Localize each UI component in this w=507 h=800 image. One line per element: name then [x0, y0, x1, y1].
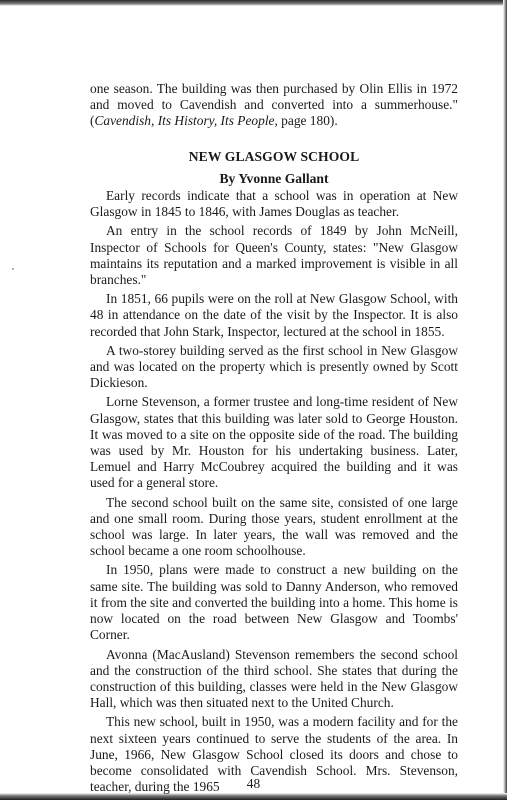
paragraph: The second school built on the same site, consisted of one large and one small room. During those years, student enrollment at the school was large. In later years, the wall was removed and the school became a one room schoolhouse. [90, 494, 458, 559]
paragraph: Early records indicate that a school was in operation at New Glasgow in 1845 to 1846, with James Douglas as teacher. [90, 188, 458, 220]
scan-speck [12, 268, 14, 270]
paragraph: A two-storey building served as the first school in New Glasgow and was located on the property which is presently owned by Scott Dickieson. [90, 342, 458, 391]
intro-citation: Cavendish, Its History, Its People [94, 113, 275, 129]
author-byline: By Yvonne Gallant [219, 170, 329, 186]
page-body [90, 81, 458, 798]
section-heading: NEW GLASGOW SCHOOL [188, 148, 360, 164]
intro-paragraph [90, 81, 458, 130]
paragraph: Avonna (MacAusland) Stevenson remembers the second school and the construction of the third school. She states that during the construction of this building, classes were held in the New Glasgow Hall, which was then situated next to the United Church. [90, 646, 458, 711]
scan-edge-right [503, 0, 507, 800]
paragraph: In 1851, 66 pupils were on the roll at New Glasgow School, with 48 in attendance on the date of the visit by the Inspector. It is also recorded that John Stark, Inspector, lectured at the school in 1855. [90, 291, 458, 339]
paragraph: This new school, built in 1950, was a modern facility and for the next sixteen years continued to serve the students of the area. In June, 1966, New Glasgow School closed its doors and chose to become consolidated with Cavendish School. Mrs. Stevenson, teacher, during the 1965 [90, 714, 458, 795]
paragraph: In 1950, plans were made to construct a new building on the same site. The building was sold to Danny Anderson, who removed it from the site and converted the building into a home. This home is now located on the road between New Glasgow and Toombs' Corner. [90, 562, 458, 643]
scan-edge-top [0, 0, 507, 6]
intro-text: one season. The building was then purchased by Olin Ellis in 1972 and moved to Cavendish and converted into a summerhouse." ( [90, 81, 458, 129]
paragraph: An entry in the school records of 1849 by John McNeill, Inspector of Schools for Queen's County, states: "New Glasgow maintains its reputation and a marked improvement is visible in all branches." [90, 223, 458, 288]
intro-text-end: , page 180). [274, 113, 338, 129]
page-number: 48 [246, 776, 261, 791]
paragraph: Lorne Stevenson, a former trustee and long-time resident of New Glasgow, states that this building was later sold to George Houston. It was moved to a site on the opposite side of the road. The building was used by Mr. Houston for his undertaking business. Later, Lemuel and Harry McCoubrey acquired the building and it was used for a general store. [90, 394, 458, 491]
